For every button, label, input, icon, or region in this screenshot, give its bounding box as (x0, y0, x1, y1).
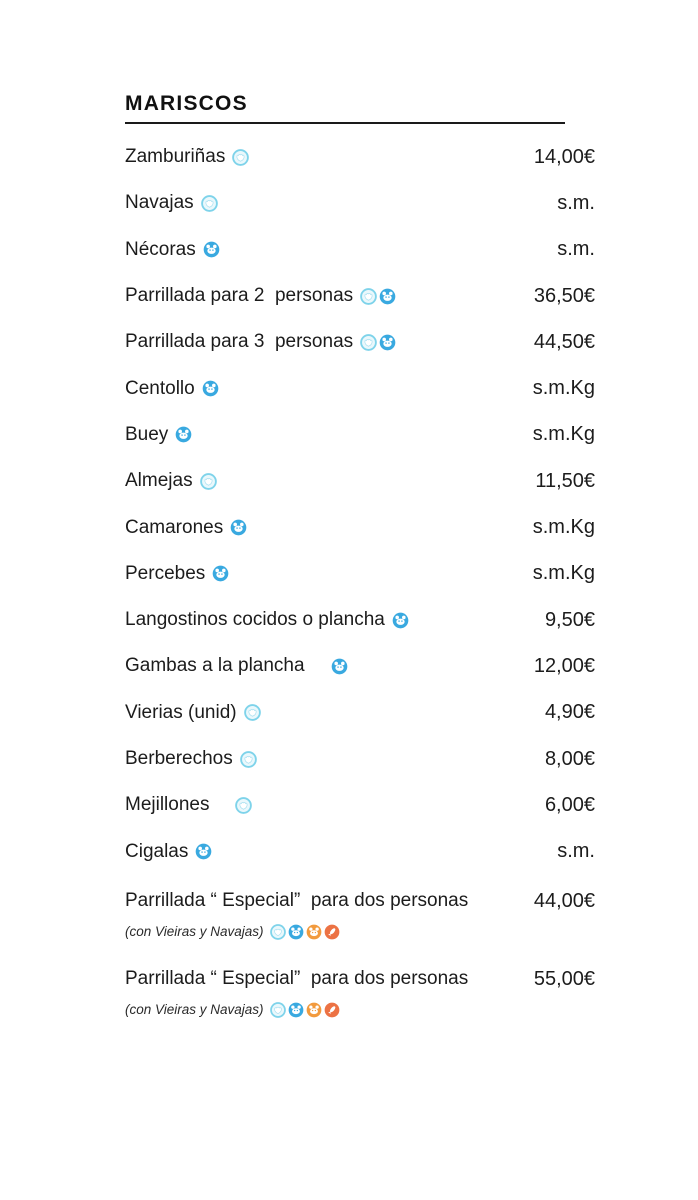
item-name: Zamburiñas (125, 146, 226, 168)
item-note: (con Vieiras y Navajas) (125, 924, 264, 940)
crab-blue-allergen-icon (212, 565, 229, 582)
menu-item-row-special (125, 945, 595, 1023)
item-name: Navajas (125, 192, 194, 214)
allergen-icons (195, 843, 212, 860)
mollusc-allergen-icon (270, 1002, 286, 1018)
menu-item-row (125, 365, 595, 411)
allergen-icons (240, 751, 257, 768)
allergen-icons (270, 924, 340, 940)
item-name: Nécoras (125, 238, 196, 260)
crab-blue-allergen-icon (175, 426, 192, 443)
allergen-icons (202, 380, 219, 397)
menu-item-row (125, 551, 595, 597)
menu-rows (125, 134, 595, 1023)
allergen-icons (175, 426, 192, 443)
menu-item-row (125, 736, 595, 782)
fish-allergen-icon (324, 1002, 340, 1018)
menu-item-row (125, 458, 595, 504)
menu-item-row (125, 319, 595, 365)
item-price: s.m.Kg (532, 423, 595, 446)
mollusc-allergen-icon (232, 149, 249, 166)
crab-orange-allergen-icon (306, 924, 322, 940)
mollusc-allergen-icon (240, 751, 257, 768)
item-name: Almejas (125, 470, 193, 492)
menu-item-row (125, 828, 595, 874)
crab-blue-allergen-icon (195, 843, 212, 860)
item-price: 44,50€ (533, 330, 595, 353)
crab-blue-allergen-icon (230, 519, 247, 536)
allergen-icons (235, 797, 252, 814)
item-name: Parrillada para 3 personas (125, 331, 354, 353)
menu-item-row (125, 782, 595, 828)
item-name: Percebes (125, 562, 206, 584)
menu-item-row (125, 643, 595, 689)
menu-item-row (125, 227, 595, 273)
item-price: 55,00€ (533, 967, 595, 990)
item-price: 11,50€ (535, 469, 595, 492)
mollusc-allergen-icon (200, 473, 217, 490)
allergen-icons (200, 473, 217, 490)
special-item-main (125, 962, 595, 997)
item-name: Buey (125, 423, 169, 445)
mollusc-allergen-icon (360, 334, 377, 351)
item-price: 4,90€ (544, 701, 595, 724)
fish-allergen-icon (324, 924, 340, 940)
section-title: MARISCOS (125, 90, 565, 124)
mollusc-allergen-icon (244, 704, 261, 721)
item-price: 36,50€ (533, 284, 595, 307)
item-name: Berberechos (125, 748, 233, 769)
mollusc-allergen-icon (235, 797, 252, 814)
menu-item-row (125, 504, 595, 550)
special-item-note (125, 997, 595, 1023)
item-price: s.m.Kg (532, 516, 595, 539)
item-name: Langostinos cocidos o plancha (125, 609, 385, 631)
item-price: 12,00€ (533, 654, 595, 677)
crab-blue-allergen-icon (288, 924, 304, 940)
item-price: 14,00€ (533, 145, 595, 168)
menu-item-row (125, 597, 595, 643)
allergen-icons (244, 704, 261, 721)
allergen-icons (203, 241, 220, 258)
item-name: Parrillada “ Especial” para dos personas (125, 890, 469, 912)
item-name: Parrillada “ Especial” para dos personas (125, 968, 469, 990)
mollusc-allergen-icon (360, 288, 377, 305)
crab-blue-allergen-icon (288, 1002, 304, 1018)
menu-item-row (125, 690, 595, 736)
item-name: Cigalas (125, 840, 189, 862)
crab-blue-allergen-icon (379, 288, 396, 305)
special-item-main (125, 884, 595, 919)
allergen-icons (212, 565, 229, 582)
item-price: s.m.Kg (532, 377, 595, 400)
allergen-icons (392, 612, 409, 629)
item-name: Parrillada para 2 personas (125, 285, 354, 307)
item-price: 44,00€ (533, 889, 595, 912)
crab-blue-allergen-icon (203, 241, 220, 258)
crab-blue-allergen-icon (392, 612, 409, 629)
item-price: 8,00€ (544, 747, 595, 770)
allergen-icons (230, 519, 247, 536)
crab-blue-allergen-icon (379, 334, 396, 351)
item-name: Gambas a la plancha (125, 655, 305, 677)
allergen-icons (201, 195, 218, 212)
item-name: Camarones (125, 516, 224, 538)
mollusc-allergen-icon (201, 195, 218, 212)
allergen-icons (232, 149, 249, 166)
item-price: 6,00€ (544, 793, 595, 816)
crab-blue-allergen-icon (202, 380, 219, 397)
item-name: Centollo (125, 377, 195, 399)
allergen-icons (360, 288, 396, 305)
crab-orange-allergen-icon (306, 1002, 322, 1018)
item-price: 9,50€ (544, 608, 595, 631)
item-note: (con Vieiras y Navajas) (125, 1002, 264, 1018)
menu-item-row-special (125, 875, 595, 945)
seafood-menu-page (125, 90, 595, 1023)
item-price: s.m. (557, 840, 595, 863)
crab-blue-allergen-icon (331, 658, 348, 675)
mollusc-allergen-icon (270, 924, 286, 940)
menu-item-row (125, 273, 595, 319)
special-item-note (125, 919, 595, 945)
item-name: Vierias (unid) (125, 701, 237, 723)
menu-item-row (125, 180, 595, 226)
item-name: Mejillones (125, 794, 210, 816)
allergen-icons (270, 1002, 340, 1018)
menu-item-row (125, 134, 595, 180)
menu-item-row (125, 412, 595, 458)
item-price: s.m.Kg (532, 562, 595, 585)
item-price: s.m. (557, 238, 595, 261)
item-price: s.m. (557, 191, 595, 214)
allergen-icons (331, 658, 348, 675)
allergen-icons (360, 334, 396, 351)
